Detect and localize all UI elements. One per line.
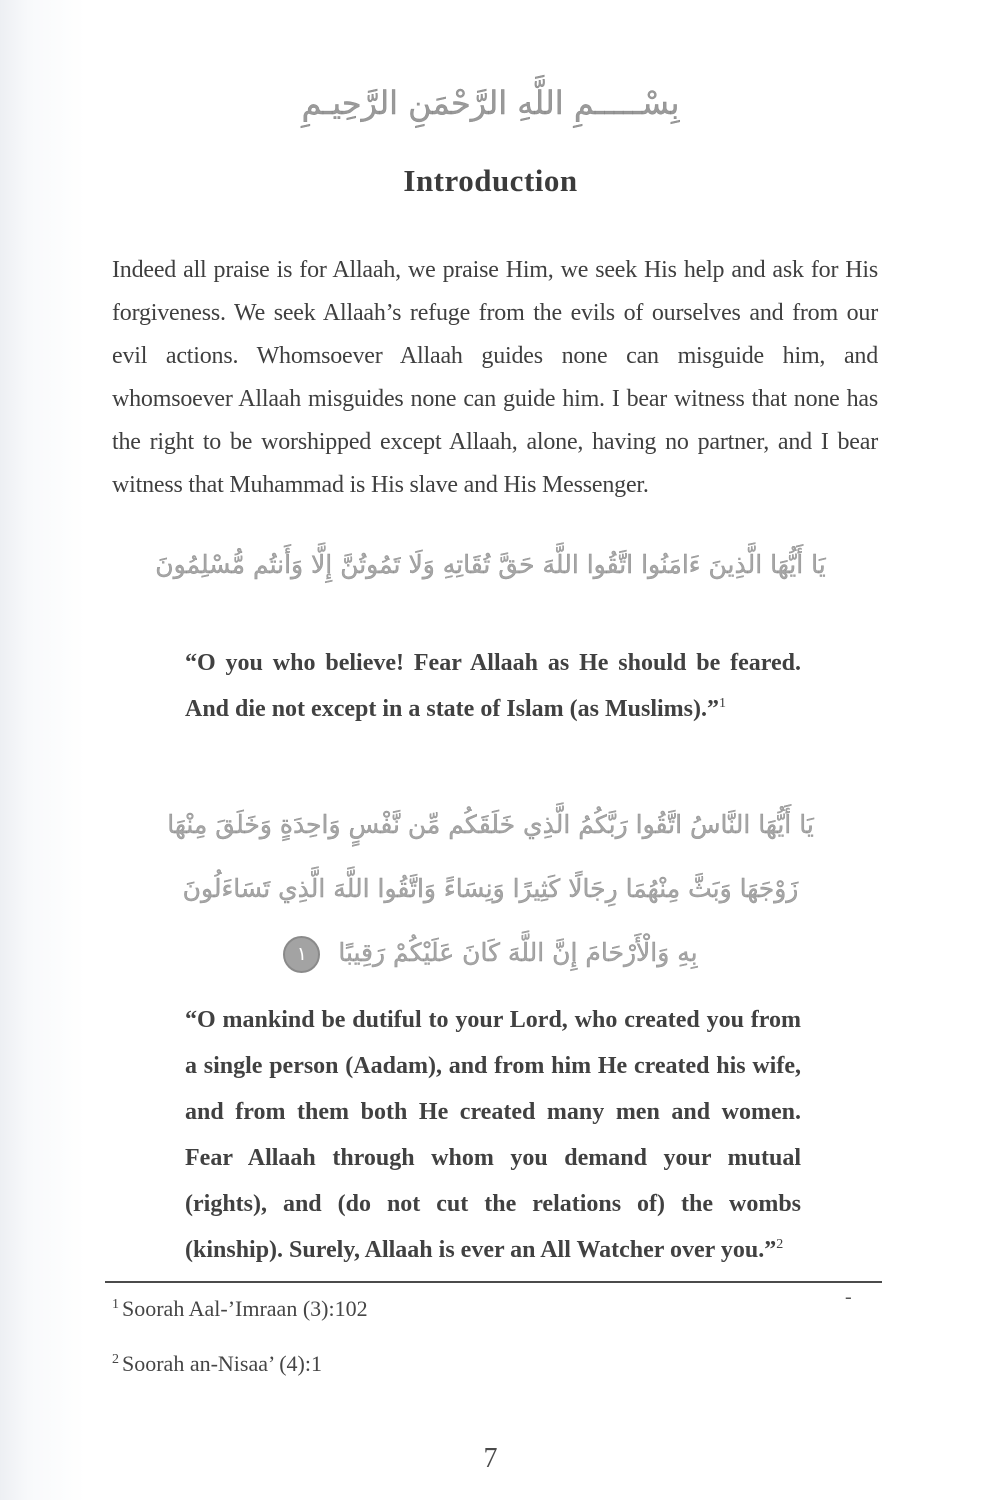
ayah-number-badge: ١ [283,936,320,973]
footnote-2-marker: 2 [112,1351,119,1367]
page-number: 7 [483,1443,498,1474]
quran-verse-1-arabic [0,550,981,579]
verse-2-line-3-text: بِهِ وَالْأَرْحَامَ إِنَّ اللَّهَ كَانَ عَلَيْكُمْ رَقِيبًا [338,938,698,967]
footnote-divider [105,1281,882,1283]
verse-2-translation [185,997,801,1273]
footnote-item-1 [112,1296,368,1322]
verse-2-line-2: زَوْجَهَا وَبَثَّ مِنْهُمَا رِجَالًا كَثِيرًا وَنِسَاءً وَاتَّقُوا اللَّهَ الَّذِي تَسَاءَلُونَ [182,874,799,903]
footnote-item-2 [112,1351,322,1377]
scan-artifact-dash: - [845,1286,852,1308]
verse-2-translation-text: “O mankind be dutiful to your Lord, who created you from a single person (Aadam), and from him He created his wife, and from them both He created many men and women. Fear Allaah through whom you demand your mutual (rights), and (do not cut the relations of) the wombs (kinship). Surely, Allaah is ever an All Watcher over you.” [185,1007,801,1263]
footnote-1-text: Soorah Aal-’Imraan (3):102 [122,1296,368,1321]
page-title: Introduction [403,163,578,198]
verse-2-line-3 [0,921,981,985]
intro-paragraph: Indeed all praise is for Allaah, we praise Him, we seek His help and ask for His forgiveness. We seek Allaah’s refuge from the evils of ourselves and from our evil actions. Whomsoever Allaah guides none can misguide him, and whomsoever Allaah misguides none can guide him. I bear witness that none has the right to be worshipped except Allaah, alone, having no partner, and I bear witness that Muhammad is His slave and His Messenger. [112,257,878,498]
footnote-ref-1: 1 [719,696,726,711]
verse-1-translation-text: “O you who believe! Fear Allaah as He should be feared. And die not except in a state of Islam (as Muslims).” [185,650,801,722]
footnote-1-marker: 1 [112,1296,119,1312]
quran-verse-2-arabic [0,793,981,985]
verse-2-line-1: يَا أَيُّهَا النَّاسُ اتَّقُوا رَبَّكُمُ الَّذِي خَلَقَكُم مِّن نَّفْسٍ وَاحِدَةٍ وَخَلَقَ مِنْهَا [167,810,814,839]
verse-1-line: يَا أَيُّهَا الَّذِينَ ءَامَنُوا اتَّقُوا اللَّهَ حَقَّ تُقَاتِهِ وَلَا تَمُوتُنَّ إِلَّا وَأَنتُم مُّسْلِمُونَ [155,550,826,579]
footnote-2-text: Soorah an-Nisaa’ (4):1 [122,1351,322,1376]
verse-1-translation [185,640,801,732]
footnote-ref-2: 2 [776,1237,784,1252]
bismillah-calligraphy: بِسْـــــمِ اللَّهِ الرَّحْمَنِ الرَّحِيـمِ [301,84,680,122]
